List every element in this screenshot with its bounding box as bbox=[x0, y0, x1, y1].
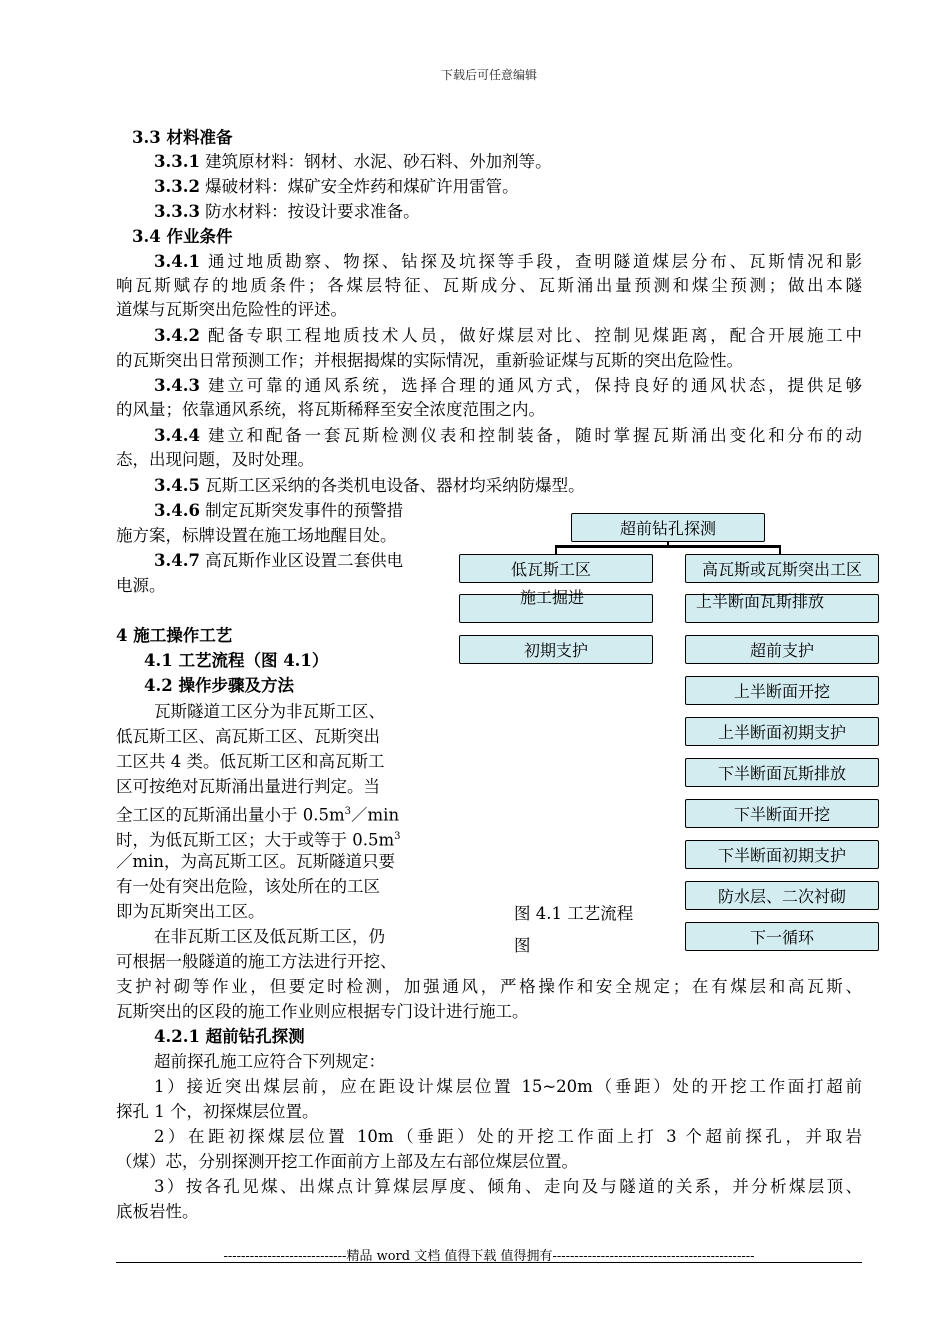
footer-rule bbox=[116, 1262, 862, 1263]
page-footer: ----------------------------精品 word 文档 值得下载 值得拥有---------------------------------------------- bbox=[223, 1249, 755, 1264]
section-4-2-1-title: 4.2.1 超前钻孔探测 bbox=[154, 1027, 305, 1046]
section-3-3-title: 3.3 材料准备 bbox=[132, 128, 233, 147]
para-3-4-6-line2: 施方案，标牌设置在施工场地醒目处。 bbox=[116, 526, 397, 545]
para-3-4-5: 3.4.5 瓦斯工区采纳的各类机电设备、器材均采纳防爆型。 bbox=[154, 476, 585, 495]
para-4-2-line3: 工区共 4 类。低瓦斯工区和高瓦斯工 bbox=[116, 752, 385, 771]
flow-box-initial-support-left: 初期支护 bbox=[459, 635, 653, 664]
para-3-4-7-line2: 电源。 bbox=[116, 576, 166, 595]
item-3-3-2: 3.3.2 爆破材料：煤矿安全炸药和煤矿许用雷管。 bbox=[154, 177, 519, 196]
flow-box-upper-initial-support: 上半断面初期支护 bbox=[685, 717, 879, 746]
para-3-4-3-line2: 的风量；依靠通风系统，将瓦斯稀释至安全浓度范围之内。 bbox=[116, 400, 545, 419]
rule-2-line1: 2）在距初探煤层位置 10m（垂距）处的开挖工作面上打 3 个超前探孔，并取岩 bbox=[154, 1127, 862, 1146]
para-4-2-line9: 即为瓦斯突出工区。 bbox=[116, 902, 265, 921]
para-4-2-line2: 低瓦斯工区、高瓦斯工区、瓦斯突出 bbox=[116, 727, 380, 746]
flow-box-waterproof-lining: 防水层、二次衬砌 bbox=[685, 881, 879, 910]
rule-3-line2: 底板岩性。 bbox=[116, 1202, 199, 1221]
section-4-2-title: 4.2 操作步骤及方法 bbox=[144, 676, 294, 695]
para-4-2b-line1: 在非瓦斯工区及低瓦斯工区，仍 bbox=[154, 927, 385, 946]
connector-branch bbox=[555, 545, 781, 548]
flow-label-construction-excavation: 施工掘进 bbox=[520, 588, 585, 607]
figure-caption-line2: 图 bbox=[514, 936, 531, 955]
figure-caption-line1: 图 4.1 工艺流程 bbox=[514, 904, 634, 923]
rule-2-line2: （煤）芯，分别探测开挖工作面前方上部及左右部位煤层位置。 bbox=[116, 1152, 578, 1171]
para-3-4-7-line1: 3.4.7 高瓦斯作业区设置二套供电 bbox=[154, 551, 404, 570]
flow-box-advance-drilling: 超前钻孔探测 bbox=[571, 513, 765, 542]
para-3-4-4-line2: 态，出现问题，及时处理。 bbox=[116, 450, 314, 469]
flow-box-lower-gas-drainage: 下半断面瓦斯排放 bbox=[685, 758, 879, 787]
rule-1-line1: 1）接近突出煤层前，应在距设计煤层位置 15~20m（垂距）处的开挖工作面打超前 bbox=[154, 1077, 862, 1096]
flow-box-next-cycle: 下一循环 bbox=[685, 922, 879, 951]
section-3-4-title: 3.4 作业条件 bbox=[132, 227, 233, 246]
flow-box-upper-excavation: 上半断面开挖 bbox=[685, 676, 879, 705]
section-4-2-1-intro: 超前探孔施工应符合下列规定： bbox=[154, 1052, 385, 1071]
flow-label-upper-gas-drainage: 上半断面瓦斯排放 bbox=[696, 592, 825, 611]
section-4-title: 4 施工操作工艺 bbox=[116, 626, 233, 645]
rule-1-line2: 探孔 1 个，初探煤层位置。 bbox=[116, 1102, 319, 1121]
para-3-4-3-line1: 3.4.3 建立可靠的通风系统，选择合理的通风方式，保持良好的通风状态，提供足够 bbox=[154, 376, 862, 395]
para-3-4-2-line2: 的瓦斯突出日常预测工作；并根据揭煤的实际情况，重新验证煤与瓦斯的突出危险性。 bbox=[116, 351, 743, 370]
para-4-2b-line4: 瓦斯突出的区段的施工作业则应根据专门设计进行施工。 bbox=[116, 1002, 529, 1021]
flow-box-low-gas-zone: 低瓦斯工区 bbox=[459, 554, 653, 583]
para-4-2-line1: 瓦斯隧道工区分为非瓦斯工区、 bbox=[154, 702, 385, 721]
para-4-2-line7: ／min，为高瓦斯工区。瓦斯隧道只要 bbox=[116, 852, 396, 871]
para-4-2b-line2: 可根据一般隧道的施工方法进行开挖、 bbox=[116, 952, 397, 971]
item-3-3-1: 3.3.1 建筑原材料：钢材、水泥、砂石料、外加剂等。 bbox=[154, 152, 552, 171]
page-header: 下载后可任意编辑 bbox=[440, 68, 537, 82]
rule-3-line1: 3）按各孔见煤、出煤点计算煤层厚度、倾角、走向及与隧道的关系，并分析煤层顶、 bbox=[154, 1177, 862, 1196]
flow-box-high-gas-zone: 高瓦斯或瓦斯突出工区 bbox=[685, 554, 879, 583]
para-4-2-line5: 全工区的瓦斯涌出量小于 $0.5m^3/\min$ bbox=[116, 805, 400, 825]
flow-box-lower-excavation: 下半断面开挖 bbox=[685, 799, 879, 828]
para-3-4-2-line1: 3.4.2 配备专职工程地质技术人员，做好煤层对比、控制见煤距离，配合开展施工中 bbox=[154, 326, 862, 345]
item-3-3-3: 3.3.3 防水材料：按设计要求准备。 bbox=[154, 202, 420, 221]
para-3-4-1-line2: 响瓦斯赋存的地质条件；各煤层特征、瓦斯成分、瓦斯涌出量预测和煤尘预测；做出本隧 bbox=[116, 276, 862, 295]
para-4-2-line6: 时，为低瓦斯工区；大于或等于 $0.5m^3$ bbox=[116, 830, 401, 850]
flow-box-advance-support: 超前支护 bbox=[685, 635, 879, 664]
section-4-1-title: 4.1 工艺流程（图 4.1） bbox=[144, 651, 329, 670]
para-4-2b-line3: 支护衬砌等作业，但要定时检测，加强通风，严格操作和安全规定；在有煤层和高瓦斯、 bbox=[116, 977, 862, 996]
para-4-2-line8: 有一处有突出危险，该处所在的工区 bbox=[116, 877, 380, 896]
para-3-4-4-line1: 3.4.4 建立和配备一套瓦斯检测仪表和控制装备，随时掌握瓦斯涌出变化和分布的动 bbox=[154, 426, 862, 445]
para-3-4-1-line1: 3.4.1 通过地质勘察、物探、钻探及坑探等手段，查明隧道煤层分布、瓦斯情况和影 bbox=[154, 252, 862, 271]
para-3-4-6-line1: 3.4.6 制定瓦斯突发事件的预警措 bbox=[154, 501, 404, 520]
para-4-2-line4: 区可按绝对瓦斯涌出量进行判定。当 bbox=[116, 777, 380, 796]
para-3-4-1-line3: 道煤与瓦斯突出危险性的评述。 bbox=[116, 300, 347, 319]
flow-box-lower-initial-support: 下半断面初期支护 bbox=[685, 840, 879, 869]
